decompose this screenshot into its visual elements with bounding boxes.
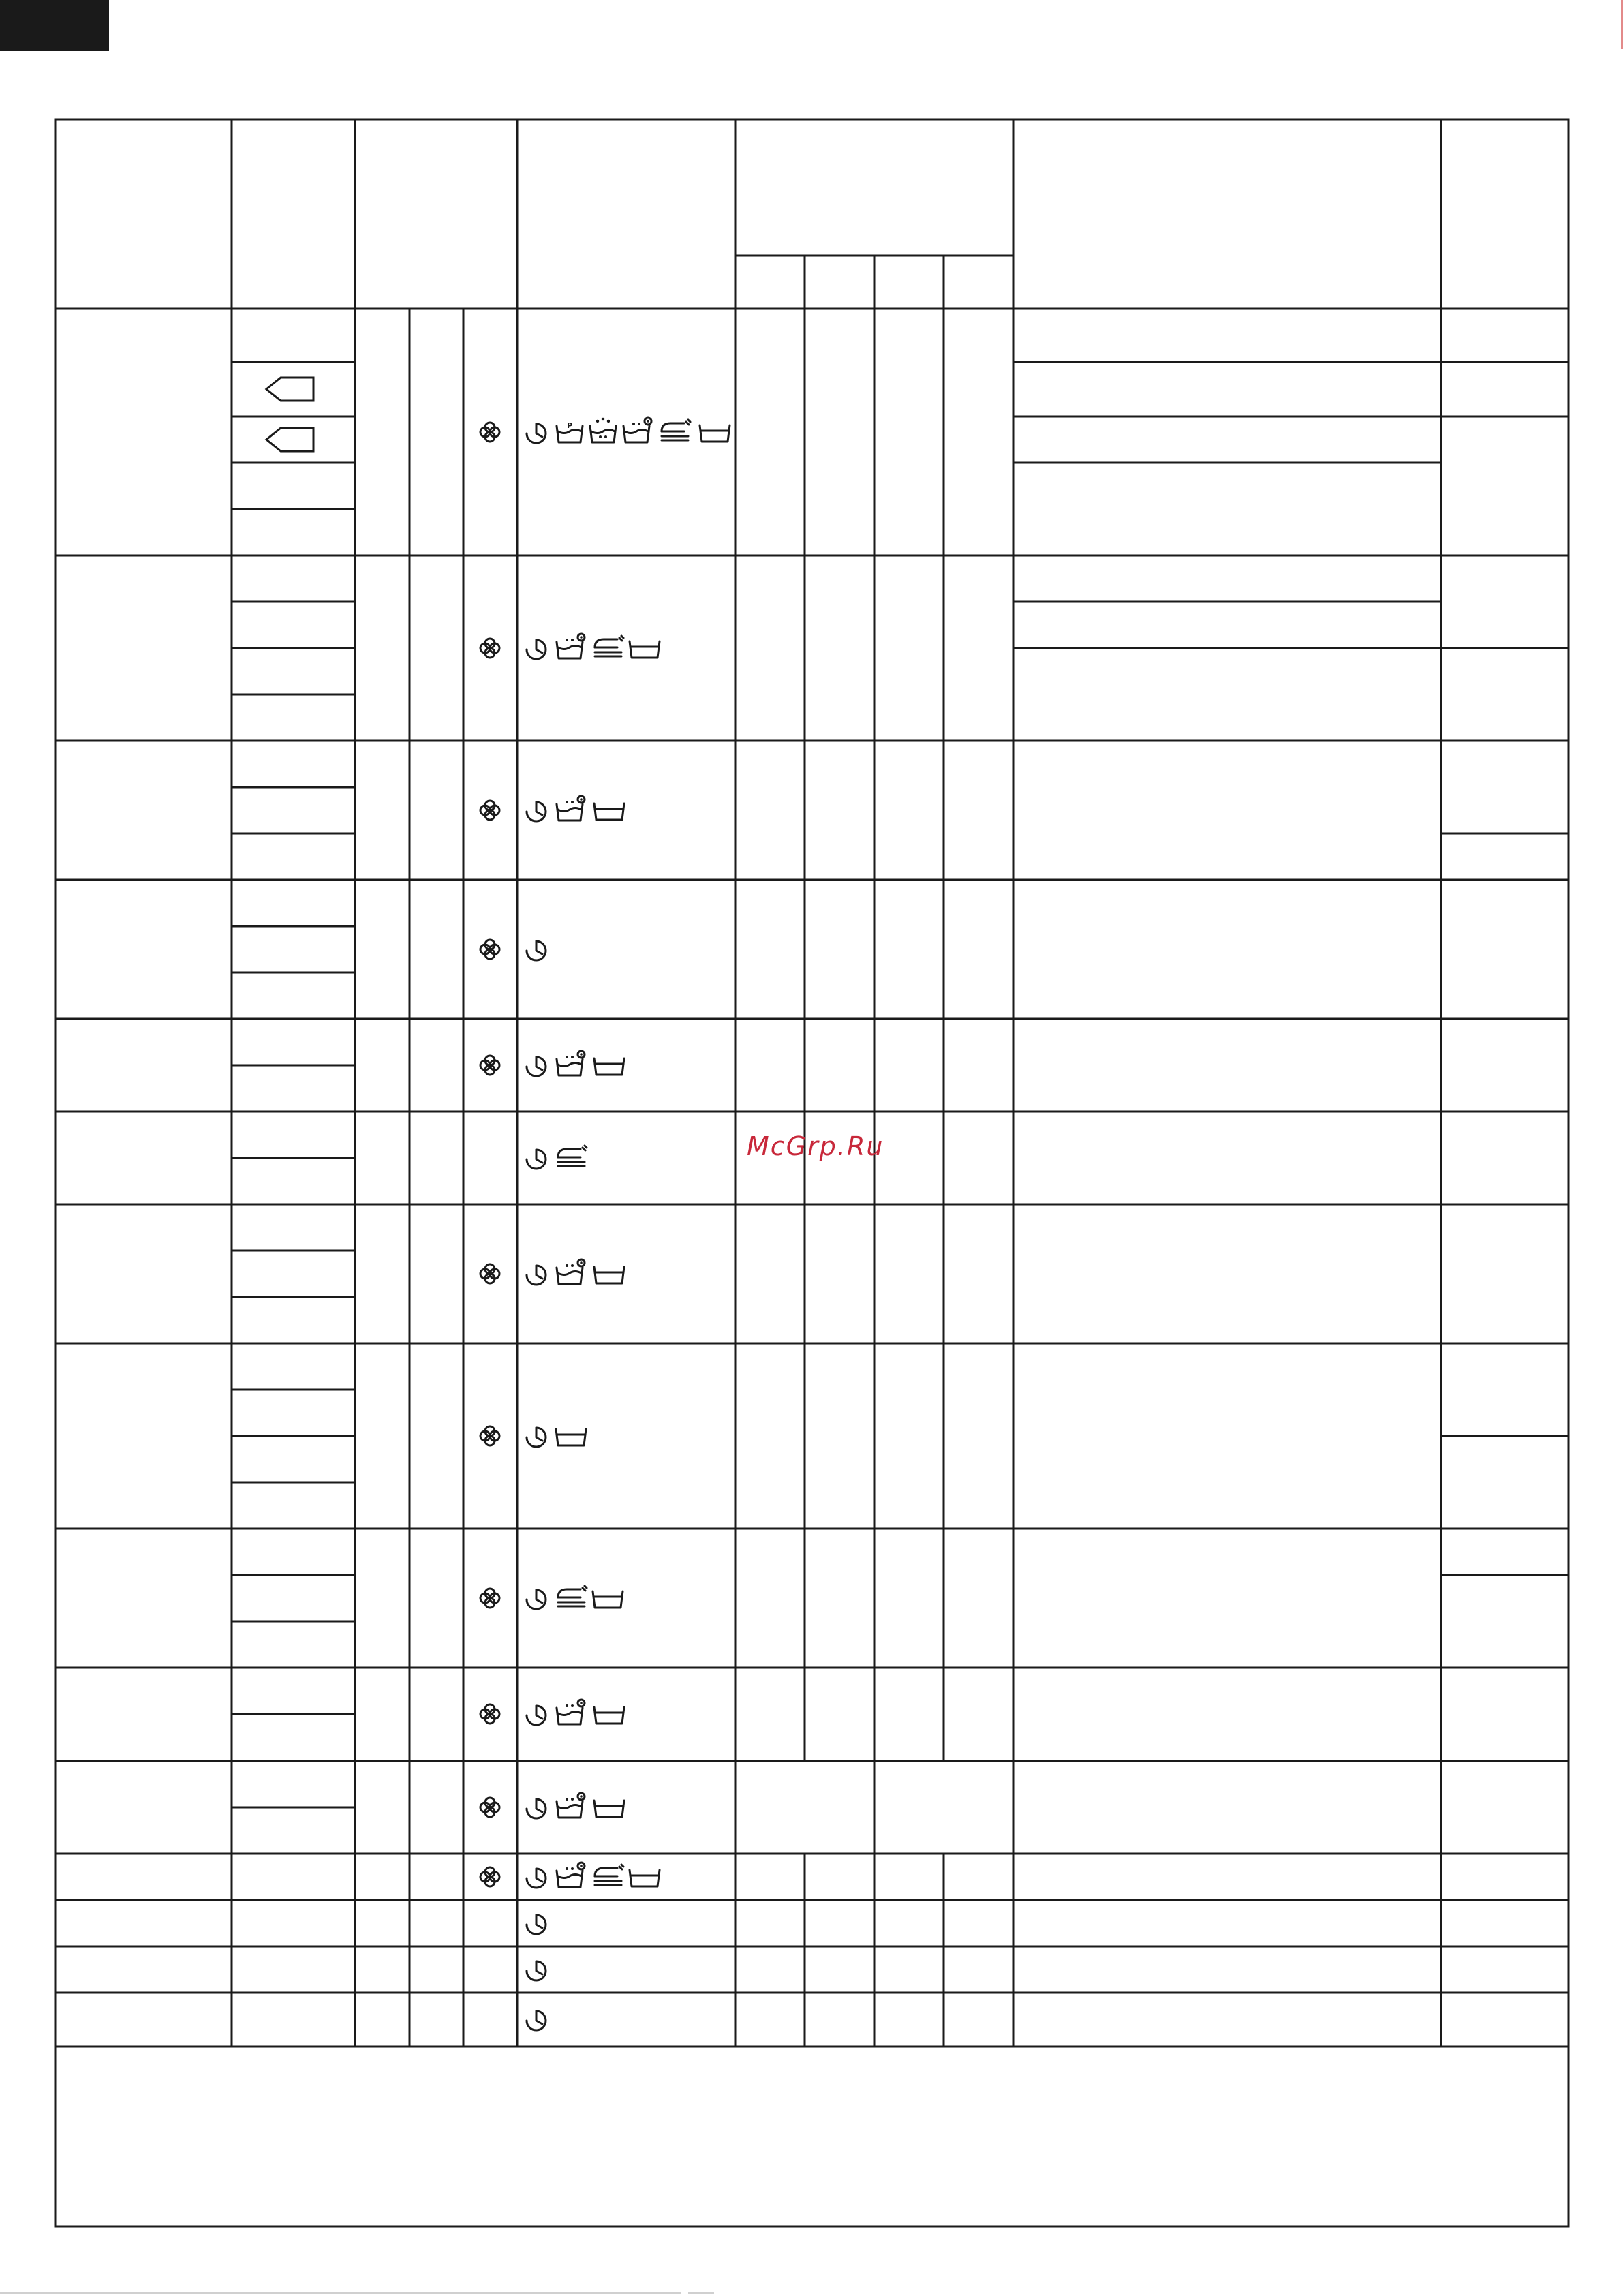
timer-icon [527, 1428, 546, 1447]
intensive-icon [557, 634, 585, 658]
stain-icon [590, 418, 616, 442]
timer-icon [527, 1057, 546, 1076]
watermark: McGrp.Ru [747, 1131, 884, 1161]
fan-icon [480, 1056, 499, 1075]
prewash-icon [557, 421, 583, 442]
timer-icon [527, 1915, 546, 1934]
rinse-hold-icon [594, 803, 624, 820]
label-tag-icon [266, 428, 313, 451]
fan-icon [480, 1264, 499, 1283]
intensive-icon [557, 796, 585, 821]
intensive-icon [557, 1793, 585, 1818]
intensive-icon [557, 1700, 585, 1724]
timer-icon [527, 1869, 546, 1888]
intensive-icon [557, 1051, 585, 1075]
timer-icon [527, 1799, 546, 1818]
rinse-hold-icon [594, 1707, 624, 1724]
fan-icon [480, 1798, 499, 1817]
timer-icon [527, 1961, 546, 1980]
rinse-hold-icon [594, 1267, 624, 1283]
timer-icon [527, 640, 546, 659]
fan-icon [480, 1589, 499, 1608]
intensive-icon [623, 418, 651, 442]
rinse-hold-icon [630, 1870, 660, 1886]
easy-iron-icon [558, 1586, 587, 1606]
prewash-letter: P [566, 421, 573, 430]
fan-icon [480, 940, 499, 959]
fan-icon [480, 639, 499, 658]
timer-icon [527, 1266, 546, 1285]
rinse-hold-icon [594, 1058, 624, 1075]
easy-iron-icon [595, 1865, 623, 1885]
easy-iron-icon [595, 636, 623, 656]
rinse-hold-icon [630, 641, 660, 658]
timer-icon [527, 802, 546, 821]
label-tag-icon [266, 378, 313, 401]
timer-icon [527, 941, 546, 960]
fan-icon [480, 1426, 499, 1445]
intensive-icon [557, 1863, 585, 1887]
rinse-hold-icon [594, 1801, 624, 1817]
timer-icon [527, 1150, 546, 1169]
timer-icon [527, 1590, 546, 1609]
timer-icon [527, 2011, 546, 2030]
rinse-hold-icon [593, 1591, 623, 1608]
timer-icon [527, 1706, 546, 1725]
timer-icon [527, 424, 546, 443]
fan-icon [480, 423, 499, 442]
rinse-hold-icon [700, 425, 730, 442]
intensive-icon [557, 1259, 585, 1284]
easy-iron-icon [558, 1146, 587, 1166]
rinse-hold-icon [556, 1429, 586, 1445]
easy-iron-icon [662, 420, 690, 440]
fan-icon [480, 801, 499, 820]
fan-icon [480, 1867, 499, 1886]
fan-icon [480, 1704, 499, 1724]
